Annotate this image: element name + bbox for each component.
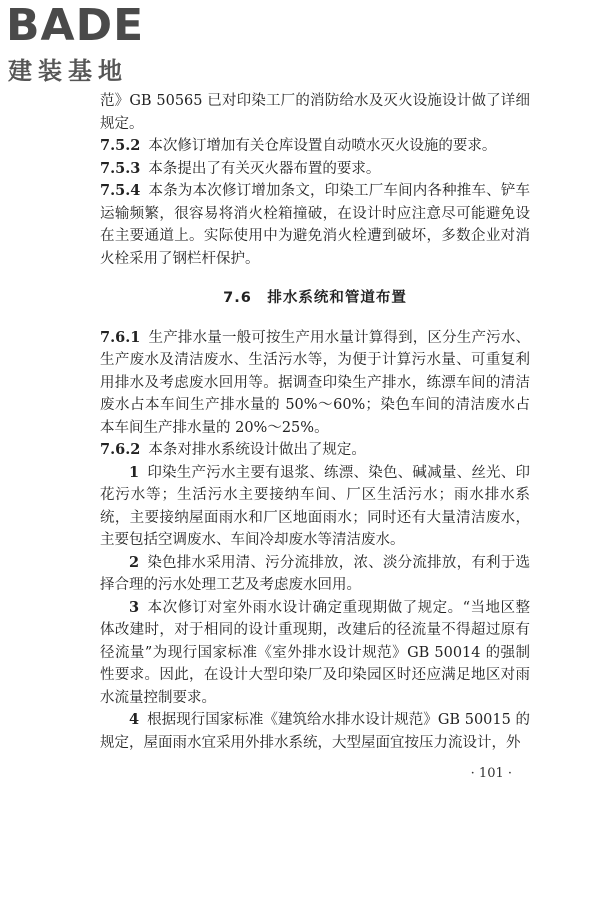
clause-number: 7.6.2 [100,441,141,458]
page-number: · 101 · [470,766,512,781]
clause-text: 生产排水量一般可按生产用水量计算得到，区分生产污水、生产废水及清洁废水、生活污水等，为便于计算污水量、可重复利用排水及考虑废水回用等。据调查印染生产排水，练漂车间的清洁废水占本车间生产排水量的 50%～60%；染色车间的清洁废水占本车间生产排水量的 20%～25%。 [100,329,530,436]
clause-7-6-1 [100,327,530,440]
brand-logo [6,0,176,86]
clause-number: 7.6.1 [100,328,141,346]
clause-text: 本次修订增加有关仓库设置自动喷水灭火设施的要求。 [148,138,497,154]
document-body [100,90,530,754]
clause-7-5-4 [100,180,530,270]
clause-text: 本条为本次修订增加条文，印染工厂车间内各种推车、铲车运输频繁，很容易将消火栓箱撞破，在设计时应注意尽可能避免设在主要通道上。实际使用中为避免消火栓遭到破坏，多数企业对消火栓采用了钢栏杆保护。 [100,183,530,267]
clause-number: 7.5.2 [100,137,141,154]
item-text: 印染生产污水主要有退浆、练漂、染色、碱减量、丝光、印花污水等；生活污水主要接纳车间、厂区生活污水；雨水排水系统，主要接纳屋面雨水和厂区地面雨水；同时还有大量清洁废水，主要包括空调废水、车间冷却废水等清洁废水。 [100,464,530,548]
list-item-1 [100,462,530,552]
clause-number: 7.5.4 [100,182,141,199]
clause-text: 本条提出了有关灭火器布置的要求。 [148,160,381,177]
item-text: 染色排水采用清、污分流排放，浓、淡分流排放，有利于选择合理的污水处理工艺及考虑废水回用。 [100,554,530,593]
logo-subtitle: 建装基地 [8,57,128,85]
list-item-4 [100,709,530,754]
item-number: 4 [129,711,140,728]
item-number: 2 [129,553,140,571]
clause-number: 7.5.3 [100,159,141,177]
item-text: 本次修订对室外雨水设计确定重现期做了规定。“当地区整体改建时，对于相同的设计重现期，改建后的径流量不得超过原有径流量”为现行国家标准《室外排水设计规范》GB 50014 的强制性要求。因此，在设计大型印染厂及印染园区时还应满足地区对雨水流量控制要求。 [100,599,530,706]
clause-7-5-3 [100,158,530,181]
list-item-3 [100,597,530,710]
clause-7-6-2 [100,439,530,462]
list-item-2 [100,552,530,597]
clause-7-5-2 [100,135,530,158]
section-title: 7.6 排水系统和管道布置 [223,290,407,306]
item-text: 根据现行国家标准《建筑给水排水设计规范》GB 50015 的规定，屋面雨水宜采用外排水系统，大型屋面宜按压力流设计，外 [100,712,530,751]
logo-wordmark: BADE [6,0,145,51]
intro-paragraph: 范》GB 50565 已对印染工厂的消防给水及灭火设施设计做了详细规定。 [100,93,530,132]
clause-text: 本条对排水系统设计做出了规定。 [148,442,366,458]
item-number: 3 [129,598,140,616]
item-number: 1 [129,463,140,481]
